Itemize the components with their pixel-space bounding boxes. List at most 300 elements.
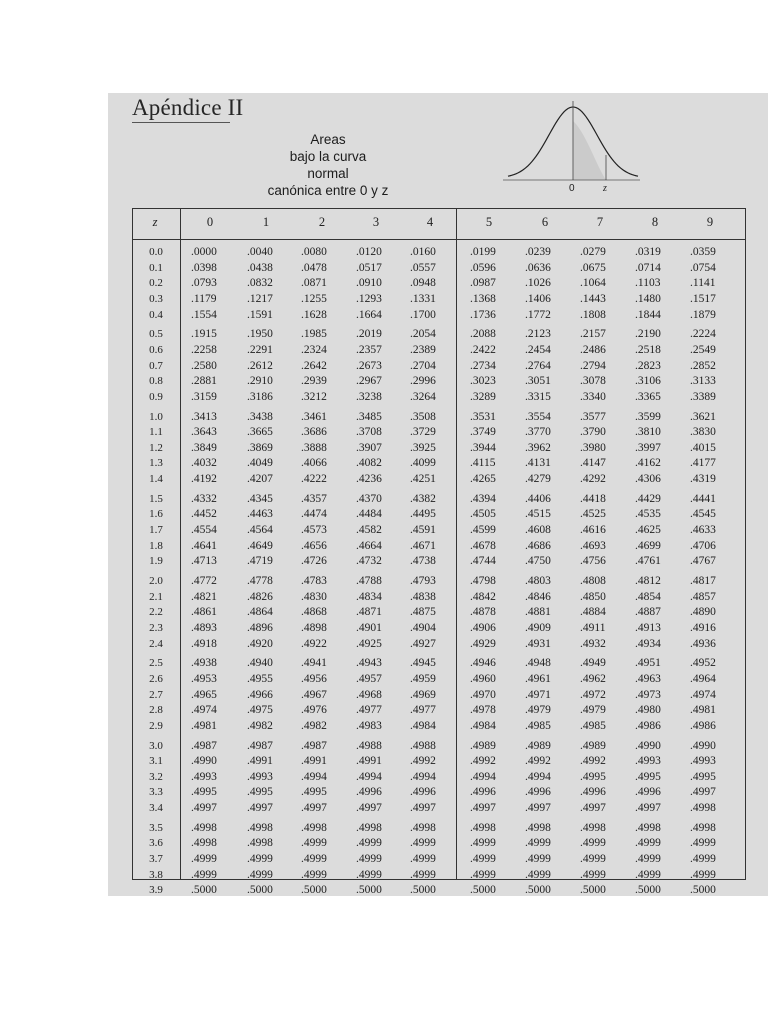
table-cell: .2967 [356,375,382,388]
table-cell: .1772 [525,308,551,321]
z-value: 0.2 [149,277,163,290]
table-cell: .2910 [247,375,273,388]
table-cell: .4998 [247,837,273,850]
table-cell: .4951 [635,657,661,670]
table-cell: .4898 [301,621,327,634]
table-cell: .4441 [690,492,716,505]
table-cell: .4999 [580,868,606,881]
table-cell: .4994 [356,770,382,783]
table-cell: .4394 [470,492,496,505]
table-cell: .3238 [356,390,382,403]
table-cell: .0871 [301,277,327,290]
z-value: 3.2 [149,770,163,783]
column-header-0: 0 [206,215,214,229]
table-cell: .1808 [580,308,606,321]
table-cell: .3643 [191,426,217,439]
table-cell: .5000 [356,884,382,897]
table-cell: .4993 [247,770,273,783]
table-cell: .3907 [356,441,382,454]
table-cell: .2704 [410,359,436,372]
table-cell: .4999 [690,853,716,866]
table-cell: .0754 [690,261,716,274]
table-cell: .4993 [690,755,716,768]
table-cell: .2794 [580,359,606,372]
table-cell: .4616 [580,524,606,537]
table-cell: .4207 [247,473,273,486]
table-cell: .4545 [690,508,716,521]
table-cell: .0596 [470,261,496,274]
table-cell: .4997 [690,786,716,799]
table-cell: .3485 [356,410,382,423]
table-cell: .4943 [356,657,382,670]
table-cell: .4992 [580,755,606,768]
table-cell: .4599 [470,524,496,537]
table-cell: .4927 [410,637,436,650]
table-cell: .4999 [525,837,551,850]
table-cell: .4967 [301,688,327,701]
table-cell: .0948 [410,277,436,290]
table-cell: .3790 [580,426,606,439]
table-cell: .4995 [301,786,327,799]
heading-line-4: canónica entre 0 y z [267,183,389,198]
table-cell: .4664 [356,539,382,552]
table-cell: .4984 [410,719,436,732]
table-cell: .4452 [191,508,217,521]
table-cell: .0987 [470,277,496,290]
table-cell: .1628 [301,308,327,321]
z-value: 2.8 [149,704,163,717]
table-cell: .2224 [690,328,716,341]
table-cell: .4981 [191,719,217,732]
table-cell: .4916 [690,621,716,634]
table-cell: .4996 [470,786,496,799]
table-cell: .4992 [410,755,436,768]
table-cell: .4998 [690,821,716,834]
table-cell: .0359 [690,246,716,258]
table-cell: .4987 [247,739,273,752]
table-cell: .5000 [525,884,551,897]
table-cell: .4998 [525,821,551,834]
table-cell: .5000 [410,884,436,897]
table-cell: .4854 [635,590,661,603]
table-cell: .2549 [690,343,716,356]
table-cell: .4992 [470,755,496,768]
table-cell: .4990 [690,739,716,752]
table-cell: .4996 [410,786,436,799]
table-cell: .4693 [580,539,606,552]
table-cell: .3925 [410,441,436,454]
table-cell: .4251 [410,473,436,486]
table-cell: .1985 [301,328,327,341]
table-cell: .4484 [356,508,382,521]
table-cell: .4864 [247,606,273,619]
table-cell: .1879 [690,308,716,321]
table-cell: .3438 [247,410,273,423]
table-cell: .3599 [635,410,661,423]
z-value: 2.1 [149,590,163,603]
table-cell: .4997 [525,802,551,815]
table-cell: .3849 [191,441,217,454]
table-cell: .3389 [690,390,716,403]
table-cell: .4778 [247,575,273,587]
table-cell: .4948 [525,657,551,670]
z-value: 1.6 [149,508,163,521]
z-value: 0.6 [149,343,163,356]
table-cell: .2734 [470,359,496,372]
table-cell: .2190 [635,328,661,341]
table-cell: .4998 [301,821,327,834]
table-cell: .4985 [525,719,551,732]
table-cell: .2612 [247,359,273,372]
table-cell: .4963 [635,672,661,685]
table-cell: .2823 [635,359,661,372]
table-cell: .4953 [191,672,217,685]
table-cell: .4977 [356,704,382,717]
table-cell: .2939 [301,375,327,388]
table-cell: .4999 [635,853,661,866]
table-cell: .4671 [410,539,436,552]
table-cell: .4999 [580,837,606,850]
scanned-page [108,93,768,896]
table-cell: .3869 [247,441,273,454]
table-cell: .1591 [247,308,273,321]
table-cell: .3159 [191,390,217,403]
table-cell: .2642 [301,359,327,372]
table-cell: .0080 [301,246,327,258]
table-cell: .4985 [580,719,606,732]
table-cell: .1293 [356,292,382,305]
table-cell: .4265 [470,473,496,486]
table-cell: .4999 [580,853,606,866]
table-cell: .3577 [580,410,606,423]
table-cell: .4525 [580,508,606,521]
table-cell: .4988 [410,739,436,752]
table-cell: .4901 [356,621,382,634]
table-cell: .5000 [301,884,327,897]
table-cell: .4945 [410,657,436,670]
table-cell: .2389 [410,343,436,356]
table-cell: .2764 [525,359,551,372]
table-cell: .4976 [301,704,327,717]
table-cell: .1064 [580,277,606,290]
table-cell: .4997 [580,802,606,815]
column-header-4: 4 [426,215,434,229]
table-cell: .2088 [470,328,496,341]
table-cell: .0000 [191,246,217,258]
table-cell: .4875 [410,606,436,619]
table-cell: .2054 [410,328,436,341]
table-cell: .4834 [356,590,382,603]
table-cell: .0120 [356,246,382,258]
table-cell: .4999 [356,853,382,866]
table-cell: .4429 [635,492,661,505]
table-cell: .4911 [580,621,606,634]
table-cell: .4032 [191,457,217,470]
table-cell: .1844 [635,308,661,321]
z-value: 2.4 [149,637,163,650]
table-cell: .1664 [356,308,382,321]
table-cell: .2157 [580,328,606,341]
table-cell: .4582 [356,524,382,537]
table-cell: .1700 [410,308,436,321]
table-cell: .4966 [247,688,273,701]
table-cell: .3051 [525,375,551,388]
table-cell: .4940 [247,657,273,670]
table-cell: .4995 [580,770,606,783]
table-cell: .3023 [470,375,496,388]
table-cell: .5000 [470,884,496,897]
table-cell: .4975 [247,704,273,717]
table-cell: .4861 [191,606,217,619]
table-cell: .4756 [580,555,606,568]
z-value: 3.6 [149,837,163,850]
z-value: 2.5 [149,657,163,670]
table-cell: .4980 [635,704,661,717]
table-cell: .4957 [356,672,382,685]
table-cell: .4678 [470,539,496,552]
table-cell: .3078 [580,375,606,388]
table-cell: .1915 [191,328,217,341]
table-cell: .3962 [525,441,551,454]
table-cell: .4997 [356,802,382,815]
table-cell: .4995 [247,786,273,799]
table-cell: .4999 [410,868,436,881]
table-cell: .3461 [301,410,327,423]
table-cell: .4713 [191,555,217,568]
table-cell: .4761 [635,555,661,568]
table-cell: .3997 [635,441,661,454]
table-cell: .4222 [301,473,327,486]
table-cell: .4319 [690,473,716,486]
z-value: 3.9 [149,884,163,897]
table-cell: .4920 [247,637,273,650]
heading-line-2: bajo la curva [289,149,367,164]
table-cell: .4292 [580,473,606,486]
column-header-6: 6 [541,215,549,229]
table-cell: .4192 [191,473,217,486]
table-cell: .4357 [301,492,327,505]
table-cell: .4999 [356,837,382,850]
table-cell: .4918 [191,637,217,650]
normal-distribution-table [132,208,746,897]
table-cell: .4896 [247,621,273,634]
table-cell: .4633 [690,524,716,537]
z-value: 2.7 [149,688,163,701]
table-cell: .3186 [247,390,273,403]
table-cell: .4474 [301,508,327,521]
table-cell: .4767 [690,555,716,568]
table-cell: .4999 [301,868,327,881]
table-cell: .4969 [410,688,436,701]
table-cell: .3106 [635,375,661,388]
z-value: 1.5 [149,492,163,505]
table-cell: .0517 [356,261,382,274]
table-cell: .4998 [191,837,217,850]
z-value: 2.6 [149,672,163,685]
z-value: 0.4 [149,308,163,321]
z-value: 1.2 [149,441,163,454]
table-cell: .4904 [410,621,436,634]
table-cell: .4999 [191,868,217,881]
table-cell: .4991 [356,755,382,768]
table-cell: .4998 [410,821,436,834]
table-cell: .4719 [247,555,273,568]
table-cell: .4817 [690,575,716,587]
table-cell: .3264 [410,390,436,403]
table-cell: .4656 [301,539,327,552]
table-cell: .4970 [470,688,496,701]
table-cell: .4987 [301,739,327,752]
table-cell: .4726 [301,555,327,568]
table-cell: .4965 [191,688,217,701]
table-cell: .4625 [635,524,661,537]
table-cell: .4989 [525,739,551,752]
table-cell: .3729 [410,426,436,439]
table-cell: .4418 [580,492,606,505]
table-cell: .3531 [470,410,496,423]
table-cell: .4983 [356,719,382,732]
table-cell: .2291 [247,343,273,356]
table-cell: .4177 [690,457,716,470]
table-cell: .4783 [301,575,327,587]
table-cell: .3508 [410,410,436,423]
table-cell: .4890 [690,606,716,619]
table-cell: .4999 [301,837,327,850]
table-cell: .4999 [525,868,551,881]
table-cell: .4306 [635,473,661,486]
z-value: 2.3 [149,621,163,634]
z-value: 1.1 [149,426,163,439]
table-cell: .4979 [525,704,551,717]
table-cell: .4868 [301,606,327,619]
table-cell: .0160 [410,246,436,258]
table-cell: .2881 [191,375,217,388]
table-cell: .4996 [356,786,382,799]
table-cell: .4991 [247,755,273,768]
table-cell: .4986 [690,719,716,732]
table-cell: .4984 [470,719,496,732]
table-cell: .4999 [191,853,217,866]
z-value: 3.5 [149,821,163,834]
table-cell: .4115 [470,457,496,470]
table-cell: .4991 [301,755,327,768]
table-cell: .4938 [191,657,217,670]
table-cell: .4998 [356,821,382,834]
table-cell: .4999 [690,837,716,850]
table-cell: .4750 [525,555,551,568]
table-cell: .4699 [635,539,661,552]
table-cell: .4099 [410,457,436,470]
table-cell: .4989 [470,739,496,752]
table-cell: .4997 [191,802,217,815]
table-cell: .4997 [470,802,496,815]
table-cell: .5000 [191,884,217,897]
table-cell: .4973 [635,688,661,701]
table-cell: .4995 [191,786,217,799]
column-header-row [133,209,745,240]
table-cell: .2673 [356,359,382,372]
table-cell: .0675 [580,261,606,274]
table-cell: .4015 [690,441,716,454]
table-cell: .4842 [470,590,496,603]
column-header-2: 2 [318,215,326,229]
table-cell: .4992 [525,755,551,768]
table-cell: .4999 [470,853,496,866]
table-cell: .4893 [191,621,217,634]
table-cell: .4999 [470,837,496,850]
table-cell: .4977 [410,704,436,717]
table-cell: .4999 [356,868,382,881]
table-cell: .1736 [470,308,496,321]
table-cell: .4979 [580,704,606,717]
table-cell: .4345 [247,492,273,505]
table-cell: .4971 [525,688,551,701]
table-cell: .4993 [191,770,217,783]
table-cell: .0793 [191,277,217,290]
table-cell: .2258 [191,343,217,356]
table-cell: .4999 [470,868,496,881]
table-cell: .4830 [301,590,327,603]
table-cell: .4999 [247,853,273,866]
z-column-divider [180,209,181,879]
table-cell: .0398 [191,261,217,274]
table-cell: .4370 [356,492,382,505]
table-cell: .3665 [247,426,273,439]
appendix-title: Apéndice II [132,95,244,120]
table-cell: .4732 [356,555,382,568]
table-cell: .4998 [191,821,217,834]
table-cell: .4744 [470,555,496,568]
table-cell: .0319 [635,246,661,258]
table-cell: .1950 [247,328,273,341]
table-cell: .4066 [301,457,327,470]
table-cell: .2486 [580,343,606,356]
table-cell: .5000 [580,884,606,897]
table-cell: .1443 [580,292,606,305]
table-cell: .4798 [470,575,496,587]
column-header-9: 9 [706,215,714,229]
z-value: 0.8 [149,375,163,388]
z-value: 0.0 [149,246,163,258]
table-cell: .1480 [635,292,661,305]
table-cell: .3810 [635,426,661,439]
table-cell: .3944 [470,441,496,454]
z-value: 3.0 [149,739,163,752]
table-cell: .0040 [247,246,273,258]
z-column-header: z [152,215,158,229]
table-cell: .4932 [580,637,606,650]
table-cell: .4535 [635,508,661,521]
table-cell: .2324 [301,343,327,356]
table-cell: .4838 [410,590,436,603]
table-cell: .0910 [356,277,382,290]
table-cell: .3830 [690,426,716,439]
table-cell: .3289 [470,390,496,403]
table-cell: .4857 [690,590,716,603]
table-cell: .4554 [191,524,217,537]
table-cell: .3980 [580,441,606,454]
table-cell: .4906 [470,621,496,634]
z-value: 3.1 [149,755,163,768]
table-cell: .4955 [247,672,273,685]
z-value: 1.4 [149,473,163,486]
table-cell: .4826 [247,590,273,603]
table-cell: .4082 [356,457,382,470]
table-cell: .1368 [470,292,496,305]
table-cell: .1026 [525,277,551,290]
table-cell: .1331 [410,292,436,305]
table-cell: .1406 [525,292,551,305]
